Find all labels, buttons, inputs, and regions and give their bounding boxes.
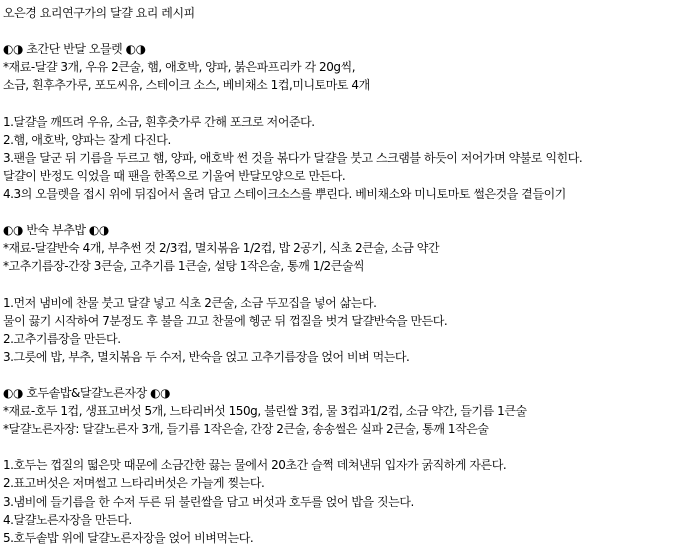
recipe-section-walnut-pot-rice [3,384,679,547]
step-line: 1.먼저 냄비에 찬물 붓고 달걀 넣고 식초 2큰술, 소금 두꼬집을 넣어 삶는다. [3,295,377,310]
step-line: 1.호두는 껍질의 떫은맛 때문에 소금간한 끓는 물에서 20초간 슬쩍 데쳐낸뒤 입자가 굵직하게 자른다. [3,458,507,473]
step-line: 1.달걀을 깨뜨려 우유, 소금, 흰후춧가루 간해 포크로 저어준다. [3,114,315,129]
step-line: 4.달걀노른자장을 만든다. [3,512,132,527]
step-line: 2.고추기름장을 만든다. [3,331,121,346]
step-line: 3.팬을 달군 뒤 기름을 두르고 햄, 양파, 애호박 썬 것을 볶다가 달걀을 붓고 스크램블 하듯이 저어가며 약불로 익힌다. [3,150,583,165]
ingredients-line: *고추기름장-간장 3큰술, 고추기름 1큰술, 설탕 1작은술, 통깨 1/2큰술씩 [3,259,365,274]
spacer [3,366,679,384]
step-line: 3.그릇에 밥, 부추, 멸치볶음 두 수저, 반숙을 얹고 고추기름장을 얹어 비벼 먹는다. [3,349,410,364]
step-line: 2.표고버섯은 저며썰고 느타리버섯은 가늘게 찢는다. [3,476,265,491]
step-line: 3.냄비에 들기름을 한 수저 두른 뒤 불린쌀을 담고 버섯과 호두를 얹어 밥을 짓는다. [3,494,414,509]
ingredients-line: *달걀노른자장: 달걀노른자 3개, 들기름 1작은술, 간장 2큰술, 송송썰은 실파 2큰술, 통깨 1작은술 [3,422,489,437]
ingredients-line: *재료-호두 1컵, 생표고버섯 5개, 느타리버섯 150g, 불린쌀 3컵, 물 3컵과1/2컵, 소금 약간, 들기름 1큰술 [3,404,527,419]
section-heading: ◐◑ 초간단 반달 오믈렛 ◐◑ [3,42,146,57]
section-heading: ◐◑ 반숙 부추밥 ◐◑ [3,223,109,238]
spacer [3,438,679,456]
step-line: 물이 끓기 시작하여 7분정도 후 불을 끄고 찬물에 헹군 뒤 껍질을 벗겨 달걀반숙을 만든다. [3,313,448,328]
step-line: 4.3의 오믈렛을 접시 위에 뒤집어서 올려 담고 스테이크소스를 뿌린다. 베비채소와 미니토마토 썰은것을 곁들이기 [3,186,566,201]
ingredients-line: 소금, 흰후추가루, 포도씨유, 스테이크 소스, 베비채소 1컵,미니토마토 4개 [3,78,370,93]
ingredients-line: *재료-달걀 3개, 우유 2큰술, 햄, 애호박, 양파, 붉은파프리카 각 20g씩, [3,60,356,75]
recipe-section-chive-rice [3,221,679,366]
spacer [3,22,679,40]
spacer [3,275,679,293]
spacer [3,203,679,221]
section-heading: ◐◑ 호두솥밥&달걀노른자장 ◐◑ [3,385,171,400]
recipe-document [3,4,679,547]
ingredients-line: *재료-달걀반숙 4개, 부추썬 것 2/3컵, 멸치볶음 1/2컵, 밥 2공기, 식초 2큰술, 소금 약간 [3,241,440,256]
step-line: 5.호두솥밥 위에 달걀노른자장을 얹어 비벼먹는다. [3,530,254,545]
step-line: 달걀이 반정도 익었을 때 팬을 한쪽으로 기울여 반달모양으로 만든다. [3,168,346,183]
spacer [3,94,679,112]
recipe-section-omelette [3,40,679,203]
page-title: 오은경 요리연구가의 달걀 요리 레시피 [3,6,195,20]
step-line: 2.햄, 애호박, 양파는 잘게 다진다. [3,132,171,147]
